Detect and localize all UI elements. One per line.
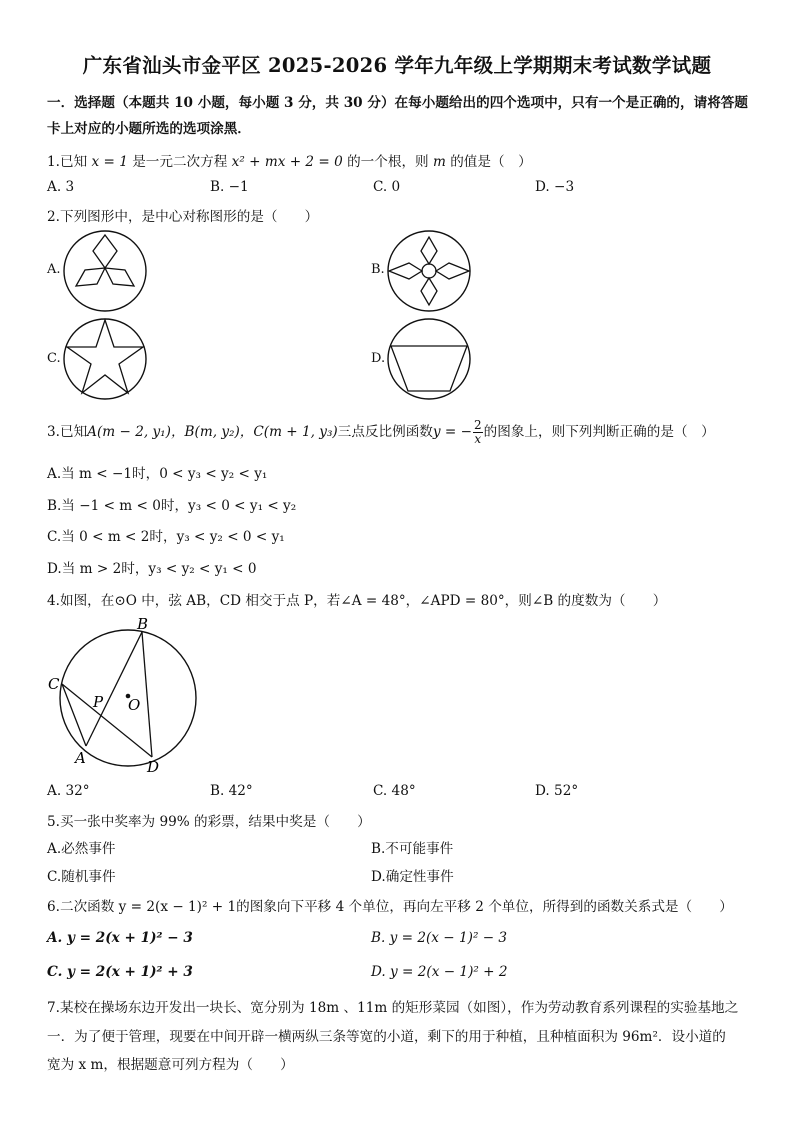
q4-circle-figure [44,612,209,777]
q4-option-a: A. 32° [47,783,90,799]
q4-label-a: A [75,749,86,767]
q4-option-b: B. 42° [210,783,253,799]
q1-text-d: 的值是（ ） [450,154,532,170]
q3-fraction-denominator: x [474,432,482,446]
q6-option-d: D. y = 2(x − 1)² + 2 [371,964,508,980]
q4-option-d: D. 52° [535,783,579,799]
question-7-line-2: 一．为了便于管理，现要在中间开辟一横两纵三条等宽的小道，剩下的用于种植，且种植面积为 96m²．设小道的 [47,1029,726,1045]
question-1-stem [47,150,532,170]
q3-option-a: A.当 m < −1时，0 < y₃ < y₂ < y₁ [47,466,268,482]
question-3-stem [47,419,715,446]
question-4-stem: 4.如图，在⊙O 中，弦 AB，CD 相交于点 P，若∠A = 48°，∠APD = 80°，则∠B 的度数为（ ） [47,593,667,609]
question-6-stem: 6.二次函数 y = 2(x − 1)² + 1的图象向下平移 4 个单位，再向左平移 2 个单位，所得到的函数关系式是（ ） [47,899,733,915]
q1-variable: m [432,154,446,170]
q3-text-b: 三点反比例函数 [337,424,433,440]
q2-label-a: A. [47,262,61,277]
q1-text-b: 是一元二次方程 [132,154,228,170]
q2-figure-b [384,229,474,313]
q3-fraction [473,419,483,446]
q1-option-d: D. −3 [535,179,575,195]
q4-option-c: C. 48° [373,783,416,799]
q2-label-c: C. [47,351,61,366]
q1-option-b: B. −1 [210,179,249,195]
q2-figure-a [60,229,150,313]
q3-option-b: B.当 −1 < m < 0时，y₃ < 0 < y₁ < y₂ [47,498,297,514]
q1-text-a: 1.已知 [47,154,88,170]
question-7-line-1: 7.某校在操场东边开发出一块长、宽分别为 18m 、11m 的矩形菜园（如图），作为劳动教育系列课程的实验基地之 [47,1000,739,1016]
q5-option-a: A.必然事件 [47,841,116,857]
q4-label-c: C [48,675,60,693]
q6-option-c: C. y = 2(x + 1)² + 3 [47,964,193,980]
page-title: 广东省汕头市金平区 2025-2026 学年九年级上学期期末考试数学试题 [82,54,712,77]
q1-option-a: A. 3 [47,179,75,195]
question-2-stem: 2.下列图形中，是中心对称图形的是（ ） [47,209,319,225]
q3-fraction-numerator: 2 [474,418,482,432]
q4-label-d: D [147,758,160,776]
q2-label-b: B. [371,262,385,277]
question-7-line-3: 宽为 x m，根据题意可列方程为（ ） [47,1057,294,1073]
q4-label-p: P [93,693,104,711]
q1-condition: x = 1 [91,154,128,170]
q2-figure-d [384,317,474,401]
q3-option-c: C.当 0 < m < 2时，y₃ < y₂ < 0 < y₁ [47,529,285,545]
q1-text-c: 的一个根，则 [347,154,429,170]
q4-label-o: O [128,696,141,714]
section-heading: 一．选择题（本题共 10 小题，每小题 3 分，共 30 分）在每小题给出的四个选项中，只有一个是正确的，请将答题卡上对应的小题所选的选项涂黑． [47,95,748,137]
q6-option-a: A. y = 2(x + 1)² − 3 [47,930,193,946]
q3-text-c: 的图象上，则下列判断正确的是（ ） [483,424,715,440]
q2-figure-c [60,317,150,401]
q2-label-d: D. [371,351,386,366]
q3-text-a: 3.已知 [47,424,88,440]
q4-label-b: B [137,615,149,633]
q1-equation: x² + mx + 2 = 0 [231,154,343,170]
q6-option-b: B. y = 2(x − 1)² − 3 [371,930,508,946]
question-5-stem: 5.买一张中奖率为 99% 的彩票，结果中奖是（ ） [47,814,371,830]
q3-points: A(m − 2, y₁)，B(m, y₂)，C(m + 1, y₃) [87,424,338,440]
q5-option-b: B.不可能事件 [371,841,454,857]
q5-option-c: C.随机事件 [47,869,116,885]
q1-option-c: C. 0 [373,179,401,195]
q5-option-d: D.确定性事件 [371,869,454,885]
q3-function: y = − [432,424,472,440]
q3-option-d: D.当 m > 2时，y₃ < y₂ < y₁ < 0 [47,561,257,577]
